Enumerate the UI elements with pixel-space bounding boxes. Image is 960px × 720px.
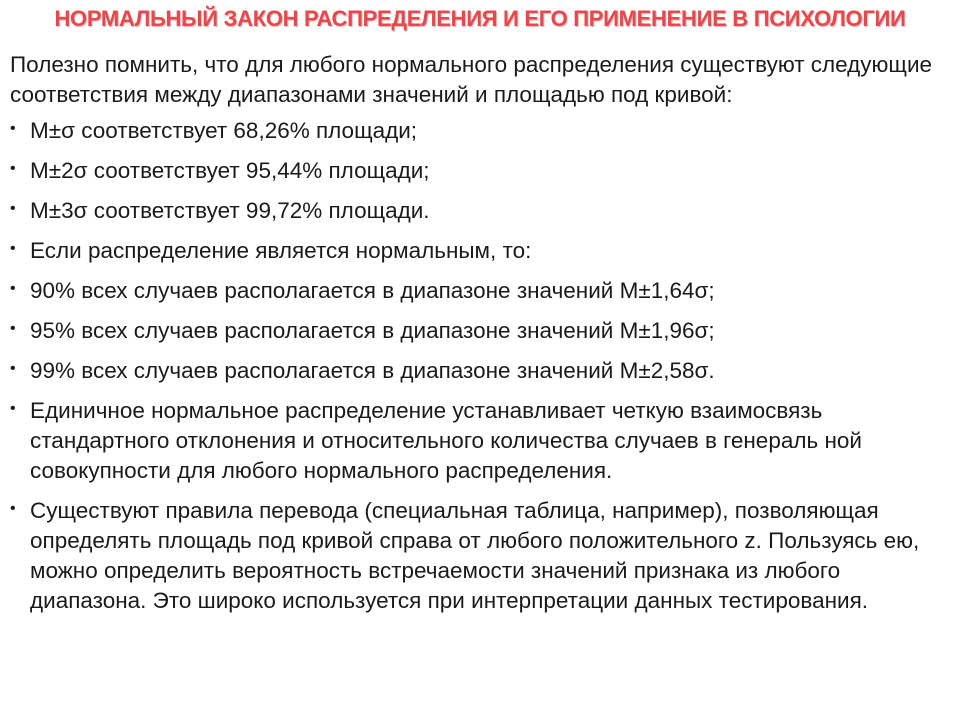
bullet-dot-icon: • [10, 120, 16, 137]
bullet-item [10, 496, 950, 616]
bullet-item [10, 396, 950, 486]
bullet-item [10, 156, 950, 186]
bullet-text: Существуют правила перевода (специальная таблица, например), позволяющая определять площадь под кривой справа от любого положительного z. Пользуясь ею, можно определить вероятность встречаемости значений признака из любого диапазона. Это широко используется при интерпретации данных тестирования. [30, 498, 920, 613]
bullet-item [10, 236, 950, 266]
slide-body [10, 50, 950, 626]
slide-title: НОРМАЛЬНЫЙ ЗАКОН РАСПРЕДЕЛЕНИЯ И ЕГО ПРИМЕНЕНИЕ В ПСИХОЛОГИИ [54, 6, 906, 31]
bullet-item [10, 196, 950, 226]
bullet-text: M±2σ соответствует 95,44% площади; [30, 158, 430, 183]
bullet-item [10, 276, 950, 306]
bullet-dot-icon: • [10, 280, 16, 297]
bullet-dot-icon: • [10, 360, 16, 377]
bullet-item [10, 116, 950, 146]
bullet-dot-icon: • [10, 320, 16, 337]
bullet-text: Единичное нормальное распределение устанавливает четкую взаимосвязь стандартного отклонения и относительного количества случаев в генераль ной совокупности для любого нормального распределения. [30, 398, 862, 483]
intro-paragraph: Полезно помнить, что для любого нормального распределения существуют следующие соответствия между диапазонами значений и площадью под кривой: [10, 52, 933, 107]
bullet-item [10, 316, 950, 346]
bullet-text: 99% всех случаев располагается в диапазоне значений M±2,58σ. [30, 358, 715, 383]
bullet-text: 95% всех случаев располагается в диапазоне значений M±1,96σ; [30, 318, 715, 343]
bullet-text: Если распределение является нормальным, то: [30, 238, 532, 263]
bullet-text: 90% всех случаев располагается в диапазоне значений M±1,64σ; [30, 278, 715, 303]
bullet-item [10, 356, 950, 386]
bullet-dot-icon: • [10, 200, 16, 217]
bullet-dot-icon: • [10, 500, 16, 517]
bullet-text: M±σ соответствует 68,26% площади; [30, 118, 418, 143]
bullet-text: M±3σ соответствует 99,72% площади. [30, 198, 430, 223]
bullet-dot-icon: • [10, 160, 16, 177]
bullet-dot-icon: • [10, 400, 16, 417]
bullet-dot-icon: • [10, 240, 16, 257]
bullet-list [10, 116, 950, 616]
